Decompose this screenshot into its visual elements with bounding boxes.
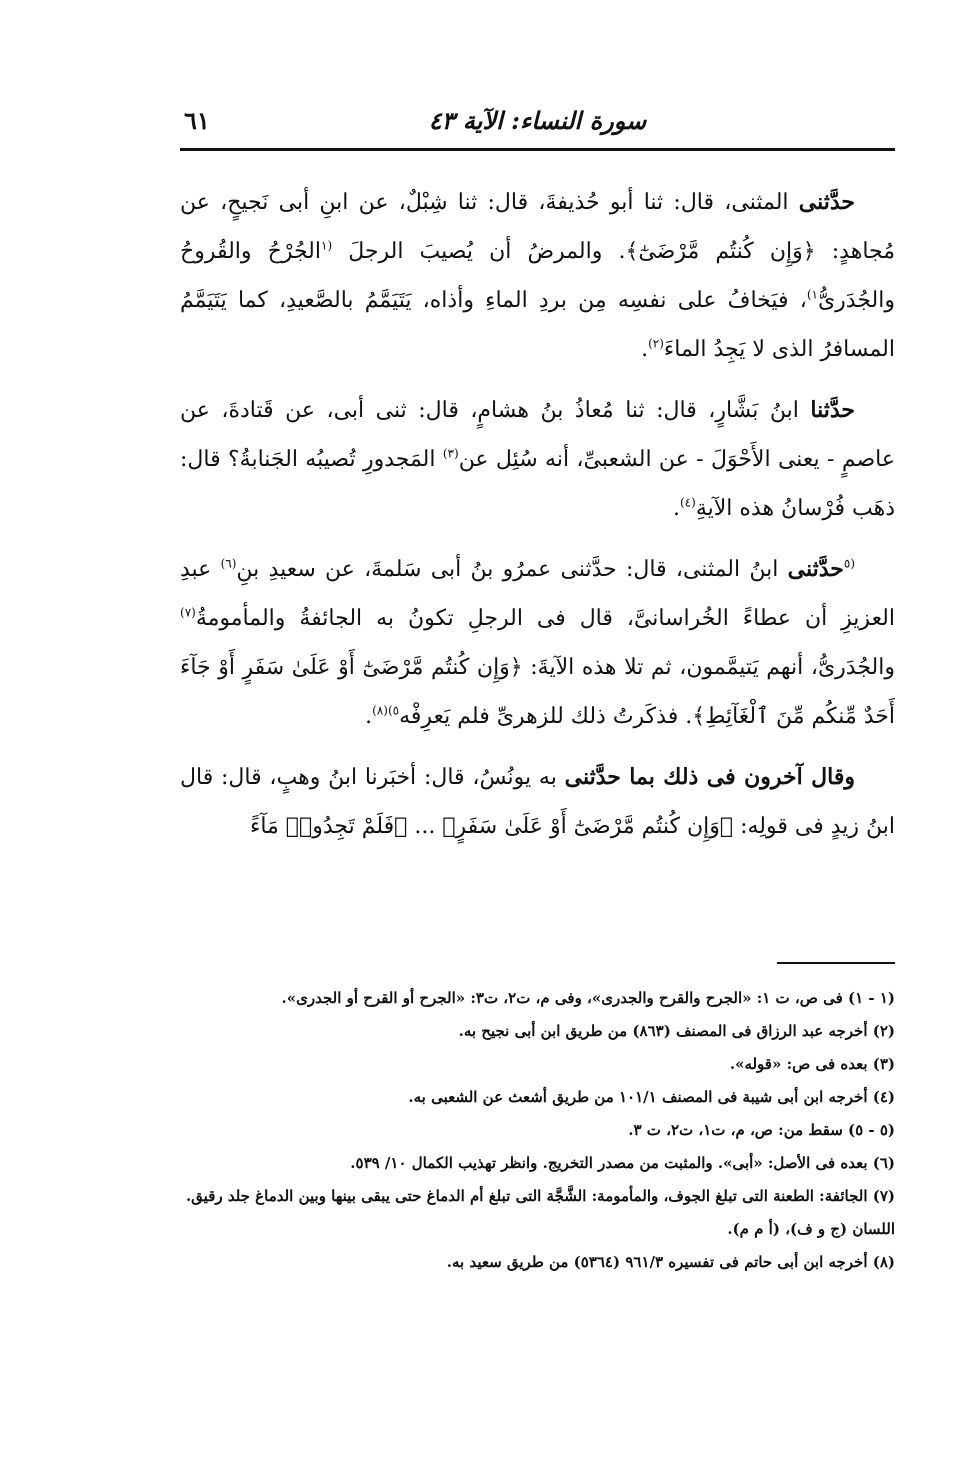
paragraph-text: عبدِ العزيزِ أن عطاءً الخُراسانىَّ، قال فى الرجلِ تكونُ به الجائفةُ والمأمومةُ [180,557,895,631]
footnote-2: (٢) أخرجه عبد الرزاق فى المصنف (٨٦٣) من طريق ابن أبى نجيح به. [458,1022,895,1040]
paragraph-lead: وقال آخرون فى ذلك بما حدَّثنى [564,764,855,790]
footnote-marker: (٧) [180,605,196,620]
footnote-1: (١ - ١) فى ص، ت ١: «الجرح والقرح والجدرى»، وفى م، ت٢، ت٣: «الجرح أو القرح أو الجدرى». [281,989,895,1007]
paragraph-text: . [641,337,649,362]
footnote-marker: (٤) [679,495,696,510]
footnote-6: (٦) بعده فى الأصل: «أبى». والمثبت من مصدر التخريج. وانظر تهذيب الكمال ١٠/ ٥٣٩. [350,1154,895,1172]
footnote-marker: (٣) [442,446,459,461]
page-header [180,100,895,148]
paragraph-text: . [672,496,680,521]
paragraph-text: والجُدَرىُّ، أنهم يَتيمَّمون، ثم تلا هذه الآيةَ: ﴿وَإِن كُنتُم مَّرْضَىٰٓ أَوْ عَلَىٰ سَفَرٍ أَوْ جَآءَ أَحَدٌ مِّنكُم مِّنَ ٱلْغَآئِطِ﴾. فذكَرتُ ذلك للزهرىِّ فلم يَعرِفْه [180,655,895,729]
footnote-marker: (٦) [220,556,237,571]
paragraph-2 [180,386,895,533]
footnote-marker: (٥ [843,556,855,571]
paragraph-text: الجُرْحُ والقُروحُ والجُدَرىُّ [180,239,895,313]
running-title: سورة النساء: الآية ٤٣ [428,106,647,135]
footnote-7: (٧) الجائفة: الطعنة التى تبلغ الجوف، والمأمومة: الشَّجَّة التى تبلغ أم الدماغ حتى يبقى بينها وبين الدماغ جلد رقيق. اللسان (ج و ف)، (أ م م). [185,1187,895,1238]
footnote-marker: (١ [321,238,333,253]
paragraph-text: المثنى، قال: ثنا أبو حُذيفةَ، قال: ثنا شِبْلٌ، عن ابنِ أبى نَجيحٍ، عن مُجاهدٍ: ﴿وَإِن كُنتُم مَّرْضَىٰٓ﴾. والمرضُ أن يُصيبَ الرجلَ [180,190,896,264]
footnote-marker: ١) [806,287,818,302]
paragraph-3 [180,545,895,741]
footnote-marker: (٢) [648,336,664,351]
paragraph-text: به يونُسُ، قال: أخبَرنا ابنُ وهبٍ، قال: قال ابنُ زيدٍ فى قولِه: ﴿وَإِن كُنتُم مَّرْضَىٰٓ أَوْ عَلَىٰ سَفَرٍ﴾ ... ﴿فَلَمْ تَجِدُوا۟ مَآءً [180,765,895,839]
paragraph-1 [180,178,895,374]
footnote-3: (٣) بعده فى ص: «قوله». [729,1055,895,1073]
paragraph-lead: حدَّثنى [798,189,855,215]
footnote-marker: ٥)(٨) [372,703,400,718]
footnote-5: (٥ - ٥) سقط من: ص، م، ت١، ت٢، ت ٣. [628,1121,895,1139]
footnote-rule [777,962,895,964]
paragraph-text: ، فيَخافُ على نفسِه مِن بردِ الماءِ وأذاه، يَتَيَمَّمُ بالصَّعيدِ، كما يَتَيَمَّمُ المسافرُ الذى لا يَجِدُ الماءَ [180,288,895,362]
paragraph-lead: حدَّثنى [787,556,844,582]
paragraph-text: . [365,704,373,729]
paragraph-text: ابنُ المثنى، قال: حدَّثنى عمرُو بنُ أبى سَلمةَ، عن سعيدِ بنِ [236,557,788,582]
paragraph-lead: حدَّثنا [810,397,855,423]
footnote-8: (٨) أخرجه ابن أبى حاتم فى تفسيره ٩٦١/٣ (٥٣٦٤) من طريق سعيد به. [446,1253,895,1271]
main-text [180,178,895,863]
paragraph-4 [180,753,895,851]
paragraph-text: ابنُ بَشَّارٍ، قال: ثنا مُعاذُ بنُ هشامٍ، قال: ثنى أبى، عن قَتادةَ، عن عاصمٍ - يعنى الأَحْوَلَ - عن الشعبىِّ، أنه سُئِل عن [180,398,895,472]
footnotes [180,982,895,1279]
paragraph-text: المَجدورِ تُصيبُه الجَنابةُ؟ قال: ذهَب فُرْسانُ هذه الآيةِ [180,447,895,521]
header-rule [180,148,895,151]
page-number: ٦١ [184,106,210,135]
footnote-4: (٤) أخرجه ابن أبى شيبة فى المصنف ١٠١/١ من طريق أشعث عن الشعبى به. [408,1088,895,1106]
